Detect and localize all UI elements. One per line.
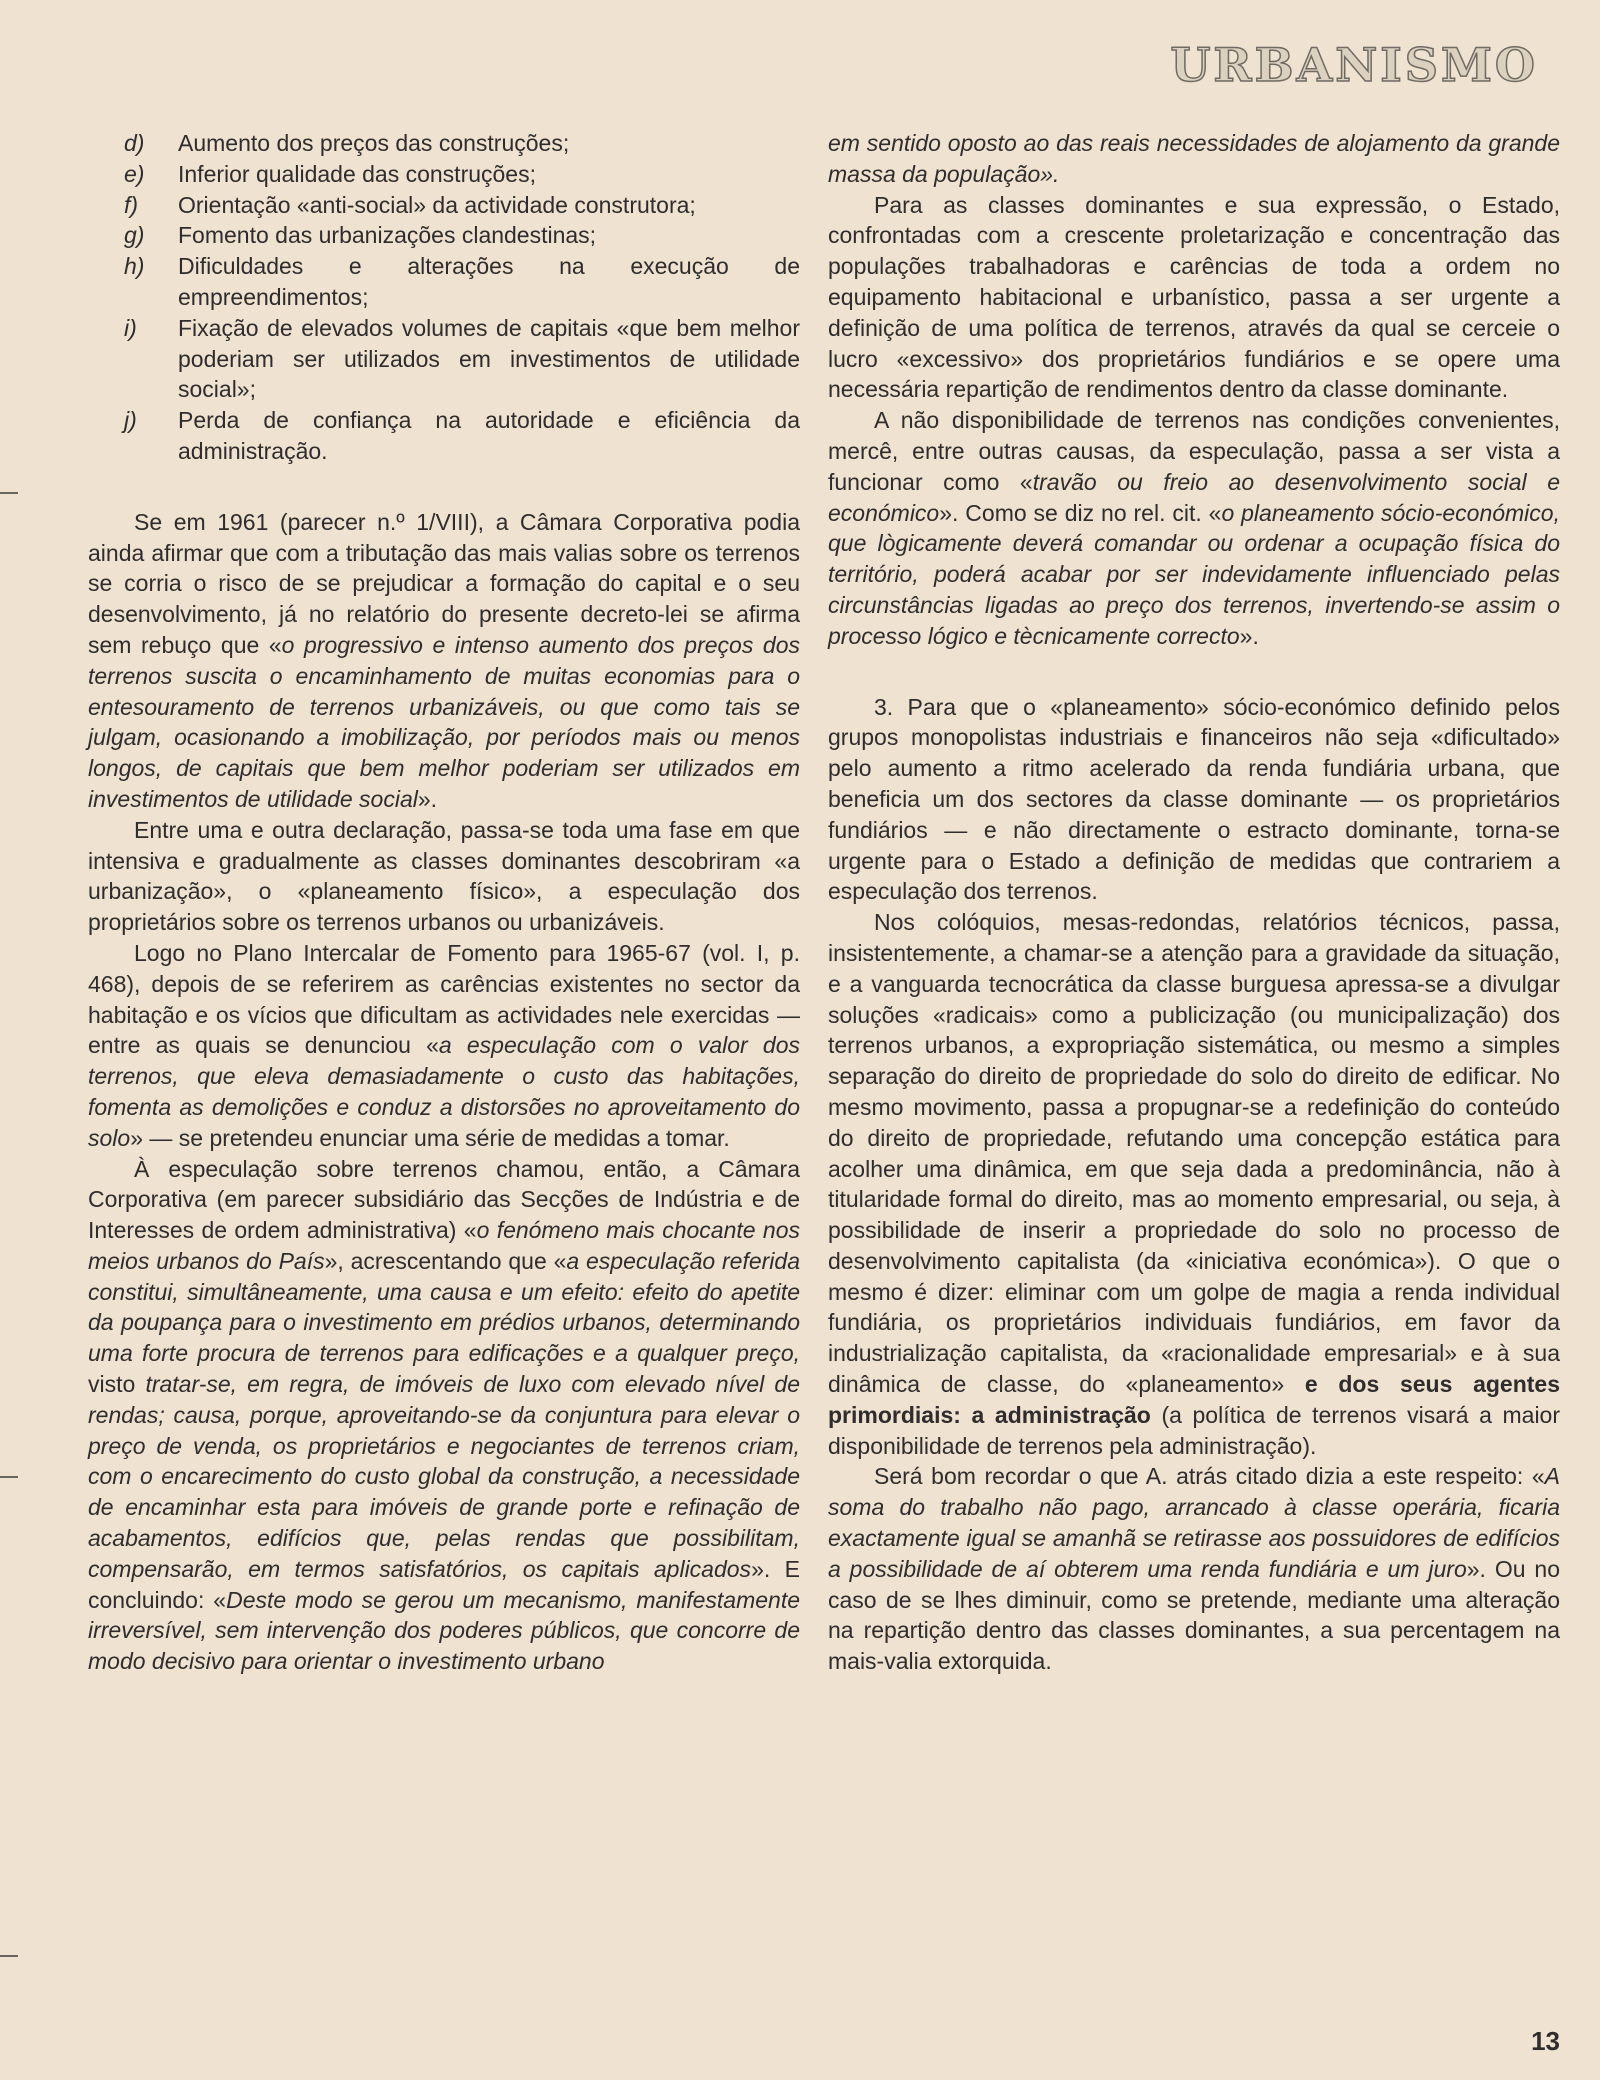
text-span: Se em 1961 (parecer n.º 1/VIII), a Câmara Corporativa podia ainda afirmar que com a tributação das mais valias sobre os terrenos se corria o risco de se prejudicar a formação do capital e o seu desenvolvimento, já no relatório do presente decreto-lei se afirma sem rebuço que «: [88, 508, 800, 658]
paragraph-section-3: 3. Para que o «planeamento» sócio-económico definido pelos grupos monopolistas industriais e financeiros não seja «dificultado» pelo aumento a ritmo acelerado da renda fundiária urbana, que beneficia um dos sectores da classe dominante — os proprietários fundiários — e não directamente o estracto dominante, torna-se urgente para o Estado a definição de medidas que contrariem a especulação dos terrenos.: [828, 693, 1560, 905]
text-span: Será bom recordar o que A. atrás citado dizia a este respeito: «: [874, 1463, 1545, 1490]
quote-italic: Deste modo se gerou um mecanismo, manifestamente irreversível, sem intervenção dos poderes públicos, que concorre de modo decisivo para orientar o investimento urbano: [88, 1586, 800, 1675]
list-item: [88, 251, 800, 313]
quote-italic: o progressivo e intenso aumento dos preços dos terrenos suscita o encaminhamento de muitas economias para o entesouramento de terrenos urbanizáveis, ou que como tais se julgam, ocasionando a imobilização, por períodos mais ou menos longos, de capitais que bem melhor poderiam ser utilizados em investimentos de utilidade social: [88, 631, 800, 812]
list-item: [88, 190, 800, 221]
margin-mark: [0, 492, 18, 494]
list-letter: d): [124, 130, 145, 156]
list-letter: g): [124, 222, 145, 249]
text-span: (a política de terrenos visará a maior disponibilidade de terrenos pela administração).: [828, 1401, 1560, 1459]
quote-italic: a especulação com o valor dos terrenos, que eleva demasiadamente o custo das habitações, fomenta as demolições e conduz a distorsões no aproveitamento do solo: [88, 1032, 800, 1151]
margin-mark: [0, 1955, 18, 1957]
text-span: » — se pretendeu enunciar uma série de medidas a tomar.: [130, 1124, 730, 1151]
list-text: Orientação «anti-social» da actividade construtora;: [178, 191, 696, 218]
quote-italic: o planeamento sócio-económico, que lògicamente deverá comandar ou ordenar a ocupação física do território, poderá acabar por ser indevidamente influenciado pelas circunstâncias ligadas ao preço dos terrenos, invertendo-se assim o processo lógico e tècnicamente correcto: [828, 499, 1560, 649]
list-letter: h): [124, 253, 145, 280]
list-item: [88, 220, 800, 251]
list-text: Perda de confiança na autoridade e eficiência da administração.: [178, 407, 800, 464]
list-text: Inferior qualidade das construções;: [178, 160, 536, 187]
paragraph-continued: [828, 128, 1560, 190]
quote-italic: em sentido oposto ao das reais necessidades de alojamento da grande massa da população».: [828, 130, 1560, 187]
text-span: Nos colóquios, mesas-redondas, relatórios técnicos, passa, insistentemente, a chamar-se a atenção para a gravidade da situação, e a vanguarda tecnocrática da classe burguesa apressa-se a divulgar soluções «radicais» como a publicização (ou municipalização) dos terrenos urbanos, a expropriação sistemática, ou mesmo a simples separação do direito de propriedade do solo do direito de edificar. No mesmo movimento, passa a propugnar-se a redefinição do conteúdo do direito de propriedade, refutando uma concepção estática para acolher uma dinâmica, em que seja dada a predominância, não à titularidade formal do direito, mas ao momento empresarial, ou seja, à possibilidade de inserir a propriedade do solo no processo de desenvolvimento capitalista (da «iniciativa económica»). O que o mesmo é dizer: eliminar com um golpe de magia a renda individual fundiária, os proprietários individuais fundiários, em favor da industrialização capitalista, da «racionalidade empresarial» e à sua dinâmica de classe, do «planeamento»: [828, 909, 1560, 1398]
paragraph: Para as classes dominantes e sua expressão, o Estado, confrontadas com a crescente proletarização e concentração das populações trabalhadoras e carências de toda a ordem no equipamento habitacional e urbanístico, passa a ser urgente a definição de uma política de terrenos, através da qual se cerceie o lucro «excessivo» dos proprietários fundiários e se opere uma necessária repartição de rendimentos dentro da classe dominante.: [828, 191, 1560, 403]
section-header: URBANISMO: [1170, 38, 1538, 92]
paragraph: Entre uma e outra declaração, passa-se toda uma fase em que intensiva e gradualmente as classes dominantes descobriram «a urbanização», o «planeamento físico», a especulação dos proprietários sobre os terrenos urbanos ou urbanizáveis.: [88, 816, 800, 936]
quote-italic: o fenómeno mais chocante nos meios urbanos do País: [88, 1217, 800, 1274]
list-item: [88, 313, 800, 405]
list-text: Fixação de elevados volumes de capitais «que bem melhor poderiam ser utilizados em investimentos de utilidade social»;: [178, 314, 800, 403]
text-span: ». Ou no caso de se lhes diminuir, como se pretende, mediante uma alteração na repartição dentro das classes dominantes, a sua percentagem na mais-valia extorquida.: [828, 1555, 1561, 1675]
quote-italic: travão ou freio ao desenvolvimento social e económico: [828, 468, 1560, 526]
list-letter: f): [124, 191, 139, 218]
bold-text: e dos seus agentes primordiais: a administração: [828, 1371, 1561, 1428]
paragraph: [828, 405, 1560, 651]
left-column: [88, 128, 800, 1677]
text-span: ».: [417, 785, 438, 812]
paragraph: [88, 1154, 800, 1678]
paragraph: [828, 1461, 1560, 1677]
list-text: Dificuldades e alterações na execução de empreendimentos;: [178, 253, 800, 310]
text-span: », acrescentando que «: [324, 1247, 567, 1274]
text-span: A não disponibilidade de terrenos nas condições convenientes, mercê, entre outras causas, da especulação, passa a ser vista a funcionar como «: [828, 407, 1560, 495]
text-span: À especulação sobre terrenos chamou, então, a Câmara Corporativa (em parecer subsidiário das Secções de Indústria e de Interesses de ordem administrativa) «: [88, 1155, 800, 1244]
list-text: Aumento dos preços das construções;: [178, 130, 570, 156]
margin-mark: [0, 1476, 18, 1478]
list-item: [88, 128, 800, 159]
text-span: ». Como se diz no rel. cit. «: [939, 499, 1222, 526]
quote-italic: a especulação referida constitui, simultâneamente, uma causa e um efeito: efeito do apetite da poupança para o investimento em prédios urbanos, determinando uma forte procura de terrenos para edificações e a qualquer preço,: [88, 1247, 800, 1367]
paragraph: [88, 507, 800, 815]
text-span: ».: [1239, 622, 1259, 649]
quote-italic: tratar-se, em regra, de imóveis de luxo com elevado nível de rendas; causa, porque, aproveitando-se da conjuntura para elevar o preço de venda, os proprietários e negociantes de terrenos criam, com o encarecimento do custo global da construção, a necessidade de encaminhar esta para imóveis de grande porte e refinação de acabamentos, edifícios que, pelas rendas que possibilitam, compensarão, em termos satisfatórios, os capitais aplicados: [88, 1371, 800, 1582]
right-column: [828, 128, 1560, 1677]
text-span: visto: [88, 1371, 146, 1398]
page-number: 13: [1531, 2026, 1560, 2056]
list-letter: i): [124, 314, 137, 341]
quote-italic: A soma do trabalho não pago, arrancado à classe operária, ficaria exactamente igual se amanhã se retirasse aos possuidores de edifícios a possibilidade de aí obterem uma renda fundiária e um juro: [828, 1463, 1560, 1582]
text-span: ». E concluindo: «: [88, 1555, 801, 1613]
text-span: Logo no Plano Intercalar de Fomento para 1965-67 (vol. I, p. 468), depois de se referirem as carências existentes no sector da habitação e os vícios que dificultam as actividades nele exercidas — entre as quais se denunciou «: [88, 939, 800, 1059]
list-letter: j): [124, 407, 137, 434]
list-text: Fomento das urbanizações clandestinas;: [178, 222, 597, 249]
paragraph: [828, 907, 1560, 1461]
list-item: [88, 159, 800, 190]
list-letter: e): [124, 160, 145, 187]
paragraph: [88, 938, 800, 1154]
list-item: [88, 405, 800, 467]
enumerated-list: [88, 128, 800, 467]
